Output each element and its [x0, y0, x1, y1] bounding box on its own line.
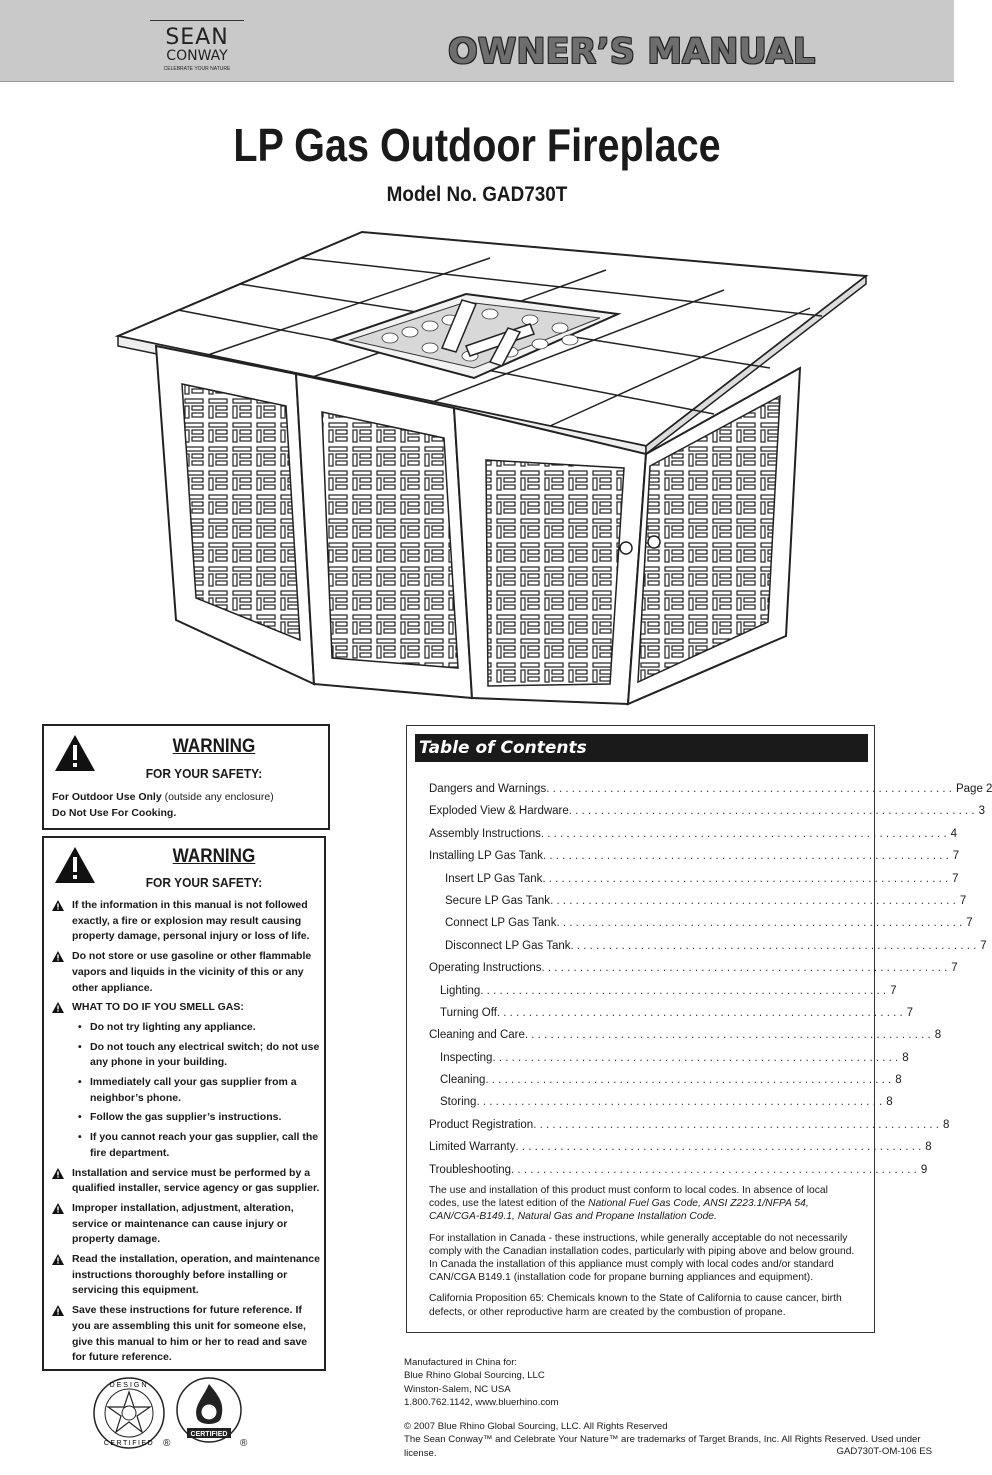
bullet-dot: •	[78, 1040, 82, 1053]
toc-row-leader: . . . . . . . . . . . . . . . . . . . . . . . . . . . . . . . . . . . . . . . . . . . . . . . . . . . . . . . . . . . . . . . .	[541, 962, 948, 975]
owners-manual-title: OWNER’S MANUAL	[448, 32, 816, 72]
toc-row-page: 4	[950, 827, 958, 840]
toc-row-page: 8	[902, 1051, 909, 1064]
bullet-text: Follow the gas supplier’s instructions.	[90, 1111, 282, 1124]
prop65-note: California Proposition 65: Chemicals known to the State of California to cause cancer, birth defects, or other reproductive harm are created by the combustion of propane.	[429, 1293, 842, 1318]
fire-pit-table-illustration	[110, 228, 870, 708]
toc-row-leader: . . . . . . . . . . . . . . . . . . . . . . . . . . . . . . . . . . . . . . . . . . . . . . . . . . . . . . . . . . . . . . . .	[533, 1118, 939, 1131]
warning-item-text: Save these instructions for future reference. If you are assembling this unit for someone else, give this manual to him or her to read and save for future reference.	[72, 1304, 308, 1364]
toc-row-label: Assembly Instructions	[429, 827, 541, 840]
toc-row-leader: . . . . . . . . . . . . . . . . . . . . . . . . . . . . . . . . . . . . . . . . . . . . . . . . . . . . . . . . . . . . . . . .	[550, 894, 956, 907]
toc-row	[429, 827, 958, 849]
toc-row-page: 7	[952, 872, 959, 885]
toc-row-page: 8	[895, 1074, 902, 1087]
outdoor-use-line	[52, 791, 274, 803]
toc-row-page: 8	[925, 1141, 932, 1154]
toc-row	[429, 1006, 914, 1028]
sean-conway-logo	[150, 20, 244, 80]
manufacturer-info	[404, 1356, 559, 1409]
toc-row-leader: . . . . . . . . . . . . . . . . . . . . . . . . . . . . . . . . . . . . . . . . . . . . . . . . . . . . . . . . . . . . . . . .	[480, 984, 887, 997]
warning-item-text: Read the installation, operation, and maintenance instructions thoroughly before installing or servicing this equipment.	[72, 1253, 320, 1297]
toc-row-leader: . . . . . . . . . . . . . . . . . . . . . . . . . . . . . . . . . . . . . . . . . . . . . . . . . . . . . . . . . . . . . . . .	[570, 939, 977, 952]
toc-row	[429, 1095, 893, 1117]
warning-list	[52, 898, 322, 1370]
toc-row-page: 7	[980, 939, 987, 952]
toc-row-leader: . . . . . . . . . . . . . . . . . . . . . . . . . . . . . . . . . . . . . . . . . . . . . . . . . . . . . . . . . . . . . . . .	[542, 872, 949, 885]
toc-row	[429, 1163, 928, 1185]
toc-row	[429, 1140, 932, 1162]
warning-subheading: FOR YOUR SAFETY:	[145, 766, 263, 781]
toc-row-page: 8	[886, 1096, 893, 1109]
small-warning-icon	[52, 1002, 64, 1013]
no-cooking-line	[52, 807, 176, 819]
toc-row-page: 7	[951, 962, 958, 975]
warning-box-outdoor	[42, 724, 330, 830]
warning-item	[52, 1166, 322, 1197]
warning-item	[52, 1201, 322, 1248]
bullet-text: Do not touch any electrical switch; do not use any phone in your building.	[90, 1040, 320, 1069]
bullet-dot: •	[78, 1131, 82, 1144]
certified-label-text: CERTIFIED	[190, 1431, 228, 1438]
toc-list	[429, 782, 992, 1185]
toc-row-label: Lighting	[440, 984, 481, 997]
bullet-dot: •	[78, 1076, 82, 1089]
toc-row-label: Turning Off	[440, 1006, 497, 1019]
toc-row-label: Cleaning and Care	[429, 1029, 525, 1042]
trademark-line: The Sean Conway™ and Celebrate Your Nature™ are trademarks of Target Brands, Inc. All Rights Reserved. Used under license.	[404, 1434, 921, 1459]
toc-notes	[429, 1184, 857, 1327]
warning-triangle-icon	[54, 846, 96, 884]
small-warning-icon	[52, 1305, 64, 1316]
registered-mark: ®	[163, 1438, 171, 1449]
gas-bullet	[52, 1075, 322, 1106]
warning-item	[52, 949, 322, 996]
toc-row-label: Limited Warranty	[429, 1141, 516, 1154]
toc-row-label: Dangers and Warnings	[429, 783, 547, 795]
local-codes-note	[429, 1184, 857, 1224]
toc-row-page: 3	[978, 805, 985, 818]
toc-row-page: 7	[890, 984, 897, 997]
header-banner	[0, 0, 954, 82]
outdoor-use-bold: For Outdoor Use Only	[52, 791, 162, 803]
small-warning-icon	[52, 951, 64, 962]
warning-heading: WARNING	[172, 736, 256, 757]
toc-row	[429, 782, 992, 804]
gas-bullet	[52, 1130, 322, 1161]
toc-row	[429, 961, 958, 983]
toc-row-leader: . . . . . . . . . . . . . . . . . . . . . . . . . . . . . . . . . . . . . . . . . . . . . . . . . . . . . . . . . . . . . . . .	[485, 1074, 892, 1087]
design-certified-seal-icon	[92, 1376, 166, 1450]
toc-row-label: Exploded View & Hardware	[429, 805, 569, 818]
toc-row-label: Troubleshooting	[429, 1163, 512, 1176]
warning-item-text: Do not store or use gasoline or other flammable vapors and liquids in the vicinity of this or any other appliance.	[72, 950, 312, 994]
toc-row-page: Page 2	[955, 783, 992, 795]
logo-tagline: CELEBRATE YOUR NATURE	[163, 66, 231, 72]
bullet-text: Do not try lighting any appliance.	[90, 1020, 256, 1033]
gas-bullet	[52, 1020, 322, 1036]
toc-row	[429, 894, 967, 916]
warning-item-text: WHAT TO DO IF YOU SMELL GAS:	[72, 1001, 244, 1014]
toc-row	[429, 984, 897, 1006]
gas-bullet	[52, 1040, 322, 1071]
warning-item-text: Installation and service must be performed by a qualified installer, service agency or gas supplier.	[72, 1166, 320, 1195]
toc-row-label: Installing LP Gas Tank	[429, 850, 544, 863]
toc-row-page: 7	[966, 917, 973, 930]
copyright-line: © 2007 Blue Rhino Global Sourcing, LLC. All Rights Reserved	[404, 1421, 668, 1432]
toc-row	[429, 872, 959, 894]
warning-item	[52, 898, 322, 945]
warning-item-text: If the information in this manual is not followed exactly, a fire or explosion may result causing property damage, personal injury or loss of life.	[72, 899, 310, 943]
toc-row-label: Operating Instructions	[429, 962, 542, 975]
small-warning-icon	[52, 900, 64, 911]
toc-row-page: 8	[934, 1029, 942, 1042]
toc-row-label: Product Registration	[429, 1118, 534, 1131]
mfr-line4: 1.800.762.1142, www.bluerhino.com	[404, 1396, 559, 1408]
toc-row	[429, 849, 960, 871]
local-codes-text: The use and installation of this product must conform to local codes. In absence of local codes, use the latest edition of the	[429, 1185, 828, 1210]
toc-row-leader: . . . . . . . . . . . . . . . . . . . . . . . . . . . . . . . . . . . . . . . . . . . . . . . . . . . . . . . . . . . . . . . .	[496, 1006, 903, 1019]
toc-row-leader: . . . . . . . . . . . . . . . . . . . . . . . . . . . . . . . . . . . . . . . . . . . . . . . . . . . . . . . . . . . . . . . .	[476, 1096, 883, 1109]
design-certified-bottom-text: CERTIFIED	[103, 1440, 155, 1447]
bullet-dot: •	[78, 1111, 82, 1124]
toc-row-page: 7	[906, 1006, 914, 1019]
small-warning-icon	[52, 1254, 64, 1265]
toc-heading: Table of Contents	[415, 734, 868, 762]
toc-row-page: 9	[920, 1163, 928, 1176]
toc-row-leader: . . . . . . . . . . . . . . . . . . . . . . . . . . . . . . . . . . . . . . . . . . . . . . . . . . . . . . . . . . . . . . . .	[515, 1141, 922, 1154]
toc-row-leader: . . . . . . . . . . . . . . . . . . . . . . . . . . . . . . . . . . . . . . . . . . . . . . . . . . . . . . . . . . . . . . . .	[546, 783, 952, 795]
document-code: GAD730T-OM-106 ES	[836, 1446, 932, 1457]
toc-row	[429, 939, 987, 961]
toc-row-label: Connect LP Gas Tank	[445, 917, 557, 930]
local-codes-italic: National Fuel Gas Code, ANSI Z223.1/NFPA 54, CAN/CGA-B149.1, Natural Gas and Propane Installation Code.	[429, 1198, 809, 1223]
warning-subheading: FOR YOUR SAFETY:	[145, 875, 263, 890]
toc-row-leader: . . . . . . . . . . . . . . . . . . . . . . . . . . . . . . . . . . . . . . . . . . . . . . . . . . . . . . . . . . . . . . . .	[511, 1163, 917, 1176]
mfr-line1: Manufactured in China for:	[404, 1357, 518, 1368]
toc-row	[429, 916, 973, 938]
logo-line1: SEAN	[165, 25, 229, 50]
gas-bullet	[52, 1110, 322, 1126]
mfr-line2: Blue Rhino Global Sourcing, LLC	[404, 1370, 545, 1382]
warning-box-safety	[42, 836, 326, 1371]
mfr-line3: Winston-Salem, NC USA	[404, 1383, 511, 1395]
toc-row-page: 8	[942, 1118, 950, 1131]
toc-row-leader: . . . . . . . . . . . . . . . . . . . . . . . . . . . . . . . . . . . . . . . . . . . . . . . . . . . . . . . . . . . . . . . .	[543, 850, 949, 863]
page-title: LP Gas Outdoor Fireplace	[233, 119, 721, 171]
toc-row	[429, 1118, 950, 1140]
toc-row-label: Disconnect LP Gas Tank	[445, 939, 571, 952]
model-number: Model No. GAD730T	[386, 183, 568, 206]
warning-item	[52, 1303, 322, 1366]
toc-row-leader: . . . . . . . . . . . . . . . . . . . . . . . . . . . . . . . . . . . . . . . . . . . . . . . . . . . . . . . . . . . . . . . .	[492, 1051, 899, 1064]
toc-row	[429, 1028, 942, 1050]
toc-row-label: Storing	[440, 1096, 477, 1109]
table-of-contents	[406, 725, 992, 1333]
toc-row-page: 7	[959, 894, 967, 907]
logo-line2: CONWAY	[166, 48, 228, 64]
warning-item	[52, 1252, 322, 1299]
bullet-text: Immediately call your gas supplier from a neighbor’s phone.	[90, 1076, 297, 1104]
warning-item-text: Improper installation, adjustment, alteration, service or maintenance can cause injury or property damage.	[72, 1201, 294, 1246]
toc-row	[429, 1073, 902, 1095]
toc-row-label: Insert LP Gas Tank	[445, 872, 543, 885]
toc-row-leader: . . . . . . . . . . . . . . . . . . . . . . . . . . . . . . . . . . . . . . . . . . . . . . . . . . . . . . . . . . . . . . . .	[568, 805, 975, 818]
canada-note: For installation in Canada - these instructions, while generally acceptable do not necessarily comply with the Canadian installation codes, particularly with piping above and below ground. In Canada the installation of this appliance must comply with local codes and/or standard CAN/CGA B149.1 (installation code for propane burning appliances and equipment).	[429, 1232, 855, 1284]
toc-row-page: 7	[952, 850, 960, 863]
registered-mark: ®	[240, 1438, 248, 1449]
bullet-text: If you cannot reach your gas supplier, call the fire department.	[90, 1131, 319, 1159]
toc-row-leader: . . . . . . . . . . . . . . . . . . . . . . . . . . . . . . . . . . . . . . . . . . . . . . . . . . . . . . . . . . . . . . . .	[540, 827, 947, 840]
design-certified-top-text: DESIGN	[109, 1382, 149, 1389]
toc-row-leader: . . . . . . . . . . . . . . . . . . . . . . . . . . . . . . . . . . . . . . . . . . . . . . . . . . . . . . . . . . . . . . . .	[556, 917, 963, 930]
toc-row-label: Inspecting	[440, 1051, 493, 1064]
small-warning-icon	[52, 1203, 64, 1214]
warning-triangle-icon	[54, 734, 96, 772]
toc-row-label: Cleaning	[440, 1074, 486, 1087]
csa-certified-flame-icon	[175, 1376, 243, 1446]
toc-row-leader: . . . . . . . . . . . . . . . . . . . . . . . . . . . . . . . . . . . . . . . . . . . . . . . . . . . . . . . . . . . . . . . .	[524, 1029, 931, 1042]
toc-row	[429, 1051, 909, 1073]
outdoor-use-rest: (outside any enclosure)	[161, 791, 274, 803]
bullet-dot: •	[78, 1020, 82, 1033]
warning-heading: WARNING	[172, 846, 256, 867]
small-warning-icon	[52, 1168, 64, 1179]
warning-item	[52, 1000, 322, 1016]
no-cooking-bold: Do Not Use For Cooking.	[52, 807, 177, 819]
toc-row-label: Secure LP Gas Tank	[445, 894, 551, 907]
toc-row	[429, 804, 985, 826]
